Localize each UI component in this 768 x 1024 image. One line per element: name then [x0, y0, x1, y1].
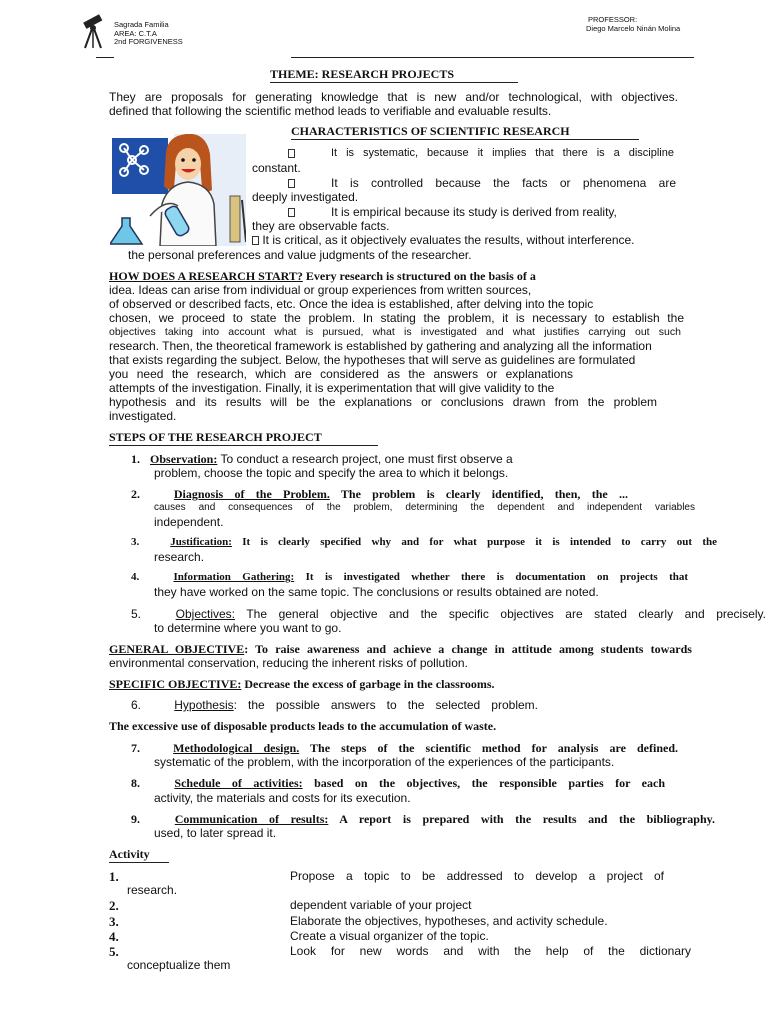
step-5-lead: The general objective and the specific objectives are stated clearly and precisely.: [235, 607, 766, 621]
step-2-line-1: [131, 487, 628, 502]
step-3-lead: It is clearly specified why and for what purpose it is intended to carry out the: [231, 536, 717, 548]
step-7-num: 7.: [131, 741, 140, 755]
grade-label: 2nd FORGIVENESS: [114, 37, 183, 46]
step-4-line-2: they have worked on the same topic. The conclusions or results obtained are noted.: [154, 585, 599, 599]
general-objective-line-2: environmental conservation, reducing the inherent risks of pollution.: [109, 656, 468, 670]
step-2-lead: The problem is clearly identified, then, the ...: [329, 487, 628, 501]
how-start-line-3: chosen, we proceed to state the problem. In stating the problem, it is necessary to establish the: [109, 311, 684, 325]
professor-label: PROFESSOR:: [588, 15, 638, 24]
step-5-line-2: to determine where you want to go.: [154, 621, 342, 635]
activity-item-1-cont: research.: [127, 883, 178, 897]
how-start-line-10: investigated.: [109, 409, 177, 423]
step-5-label: Objectives:: [175, 607, 236, 621]
activity-title: Activity: [109, 847, 169, 863]
char-item-4-line-2: the personal preferences and value judgments of the researcher.: [128, 248, 472, 262]
activity-num-5: 5.: [109, 944, 119, 959]
activity-item-4: Create a visual organizer of the topic.: [290, 929, 489, 943]
how-start-line-7: you need the research, which are considered as the answers or explanations: [109, 367, 573, 381]
general-objective-lead: : To raise awareness and achieve a change in attitude among students towards: [244, 642, 692, 656]
char-bullet-4: [252, 236, 259, 245]
header-rule-right: [291, 57, 694, 58]
step-6-line-1: [131, 698, 538, 712]
school-name: Sagrada Familia: [114, 20, 169, 29]
activity-item-5-cont: conceptualize them: [127, 958, 231, 972]
specific-objective-text: Decrease the excess of garbage in the classrooms.: [241, 677, 495, 691]
intro-line-2: defined that following the scientific method leads to verifiable and evaluable results.: [109, 104, 552, 118]
step-7-lead: The steps of the scientific method for analysis are defined.: [299, 741, 678, 755]
how-start-line-5: research. Then, the theoretical framework is established by gathering and analyzing all the information: [109, 339, 652, 353]
scientist-illustration: [110, 134, 246, 246]
step-5-num: 5.: [131, 607, 142, 621]
step-9-lead: A report is prepared with the results and the bibliography.: [328, 812, 715, 826]
char-item-4-line-1: It is critical, as it objectively evaluates the results, without interference.: [252, 233, 635, 247]
char-bullet-3: [288, 205, 295, 219]
general-objective-label: GENERAL OBJECTIVE: [109, 642, 245, 656]
step-8-line-1: [131, 776, 665, 791]
step-4-num: 4.: [131, 571, 140, 583]
step-2-line-3: independent.: [154, 515, 224, 529]
general-objective-line-1: [109, 642, 692, 657]
char-item-2-line-1: It is controlled because the facts or phenomena are: [331, 176, 676, 190]
step-1-lead: To conduct a research project, one must first observe a: [217, 452, 513, 466]
step-4-label: Information Gathering:: [173, 571, 295, 583]
step-9-line-2: used, to later spread it.: [154, 826, 277, 840]
step-7-line-2: systematic of the problem, with the incorporation of the experiences of the participants.: [154, 755, 615, 769]
how-start-line-8: attempts of the investigation. Finally, it is experimentation that will give validity to the: [109, 381, 555, 395]
char-bullet-1: [288, 146, 295, 160]
characteristics-title: CHARACTERISTICS OF SCIENTIFIC RESEARCH: [291, 124, 639, 140]
header-rule-left: [96, 57, 114, 58]
step-1-label: Observation:: [150, 452, 218, 466]
how-start-line-1: idea. Ideas can arise from individual or group experiences from written sources,: [109, 283, 532, 297]
activity-num-3: 3.: [109, 914, 119, 929]
step-4-lead: It is investigated whether there is documentation on projects that: [294, 571, 689, 583]
how-start-line-6: that exists regarding the subject. Below, the hypotheses that will serve as guidelines are formulated: [109, 353, 636, 367]
char-item-1-line-2: constant.: [252, 161, 301, 175]
step-2-line-2: causes and consequences of the problem, determining the dependent and independent variables: [154, 502, 695, 513]
step-1-num: 1.: [131, 452, 140, 466]
step-7-label: Methodological design.: [173, 741, 300, 755]
step-3-label: Justification:: [170, 536, 232, 548]
intro-line-1: They are proposals for generating knowledge that is new and/or technological, with objectives.: [109, 90, 678, 104]
step-6-lead: : the possible answers to the selected problem.: [233, 698, 538, 712]
area-label: AREA: C.T.A: [114, 29, 157, 38]
step-5-line-1: [131, 607, 766, 621]
step-3-line-2: research.: [154, 550, 205, 564]
activity-item-5: Look for new words and with the help of the dictionary: [290, 944, 691, 958]
step-3-line-1: [131, 536, 717, 548]
char-item-1-line-1: It is systematic, because it implies that there is a discipline: [331, 147, 674, 159]
activity-item-3: Elaborate the objectives, hypotheses, and activity schedule.: [290, 914, 608, 928]
step-7-line-1: [131, 741, 678, 756]
char-item-2-line-2: deeply investigated.: [252, 190, 359, 204]
step-1-line-2: problem, choose the topic and specify the area to which it belongs.: [154, 466, 509, 480]
specific-objective-label: SPECIFIC OBJECTIVE:: [109, 677, 242, 691]
step-2-label: Diagnosis of the Problem.: [173, 487, 330, 501]
step-9-label: Communication of results:: [174, 812, 329, 826]
how-start-title: HOW DOES A RESEARCH START?: [109, 269, 303, 283]
step-2-num: 2.: [131, 487, 140, 501]
how-start-line-9: hypothesis and its results will be the explanations or conclusions drawn from the problem: [109, 395, 657, 409]
activity-item-1: Propose a topic to be addressed to develop a project of: [290, 869, 664, 883]
step-1-line-1: [131, 452, 513, 466]
step-8-line-2: activity, the materials and costs for its execution.: [154, 791, 411, 805]
step-9-num: 9.: [131, 812, 140, 826]
char-bullet-2: [288, 176, 295, 190]
how-start-line-2: of observed or described facts, etc. Once the idea is established, after delving into the topic: [109, 297, 594, 311]
step-4-line-1: [131, 571, 688, 583]
telescope-logo: [80, 14, 106, 50]
how-start-lead: Every research is structured on the basis of a: [302, 269, 536, 283]
hypothesis-statement: The excessive use of disposable products leads to the accumulation of waste.: [109, 719, 497, 733]
step-3-num: 3.: [131, 536, 140, 548]
professor-name: Diego Marcelo Ninán Molina: [586, 24, 681, 33]
theme-title: THEME: RESEARCH PROJECTS: [270, 67, 518, 83]
how-start-line-4: objectives taking into account what is pursued, what is investigated and what justifies carrying out such: [109, 326, 681, 338]
activity-num-1: 1.: [109, 869, 119, 884]
step-8-label: Schedule of activities:: [174, 776, 303, 790]
activity-num-2: 2.: [109, 898, 119, 913]
step-9-line-1: [131, 812, 715, 827]
activity-item-2: dependent variable of your project: [290, 898, 472, 912]
steps-title: STEPS OF THE RESEARCH PROJECT: [109, 430, 378, 446]
step-8-lead: based on the objectives, the responsible parties for each: [302, 776, 665, 790]
char-item-3-line-2: they are observable facts.: [252, 219, 390, 233]
how-start-heading: [109, 269, 536, 284]
char-item-3-line-1: It is empirical because its study is derived from reality,: [331, 205, 617, 219]
step-8-num: 8.: [131, 776, 140, 790]
specific-objective: [109, 677, 495, 692]
step-6-label: Hypothesis: [174, 698, 234, 712]
step-6-num: 6.: [131, 698, 142, 712]
activity-num-4: 4.: [109, 929, 119, 944]
